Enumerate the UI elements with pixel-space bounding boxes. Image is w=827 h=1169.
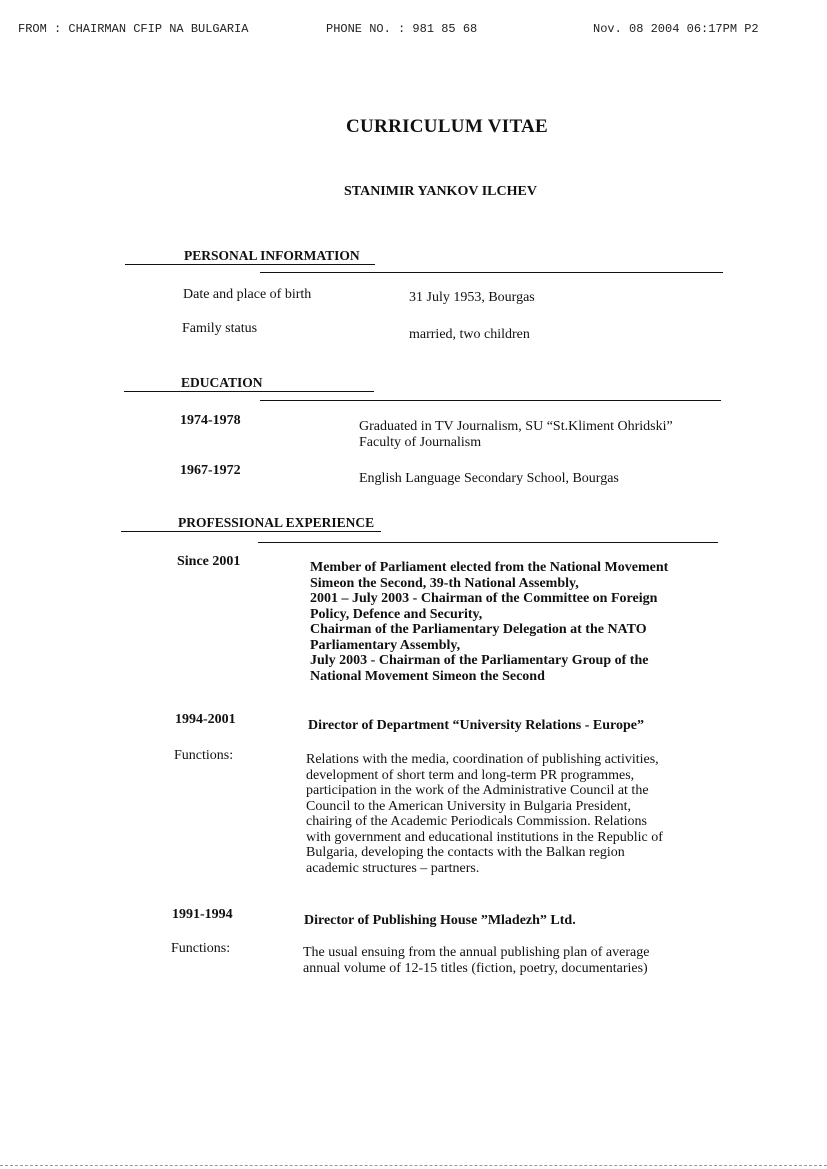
section-rule (260, 272, 723, 273)
section-heading-personal: PERSONAL INFORMATION (184, 248, 360, 263)
fax-sender: FROM : CHAIRMAN CFIP NA BULGARIA (18, 22, 249, 36)
fax-phone: PHONE NO. : 981 85 68 (326, 22, 478, 36)
experience-line: Chairman of the Parliamentary Delegation at the NATO (310, 622, 647, 637)
experience-period: 1994-2001 (175, 712, 236, 727)
fax-date: Nov. 08 2004 06:17PM P2 (593, 22, 759, 36)
section-rule (260, 400, 721, 401)
functions-line: Bulgaria, developing the contacts with the Balkan region (306, 845, 625, 860)
experience-line: July 2003 - Chairman of the Parliamentary Group of the (310, 653, 649, 668)
section-rule (121, 531, 381, 532)
functions-line: Relations with the media, coordination of publishing activities, (306, 752, 659, 767)
section-heading-education: EDUCATION (181, 375, 263, 390)
functions-line: development of short term and long-term PR programmes, (306, 767, 635, 783)
experience-line: Member of Parliament elected from the National Movement (310, 560, 669, 575)
family-label: Family status (182, 321, 258, 336)
section-rule (124, 391, 374, 392)
functions-detail (303, 945, 649, 976)
education-line: Graduated in TV Journalism, SU “St.Kliment Ohridski” (359, 419, 673, 434)
page-bottom-edge (0, 1165, 827, 1166)
experience-period: Since 2001 (177, 554, 241, 569)
education-line: Faculty of Journalism (359, 435, 482, 450)
education-years: 1974-1978 (180, 413, 241, 428)
experience-line: Simeon the Second, 39-th National Assembly, (310, 575, 579, 591)
experience-detail (304, 913, 576, 929)
experience-detail (308, 718, 644, 734)
section-rule (258, 542, 718, 543)
birth-label: Date and place of birth (183, 287, 312, 302)
experience-detail (310, 560, 668, 684)
education-detail (359, 419, 673, 451)
experience-line: Director of Publishing House ”Mladezh” Ltd. (304, 913, 576, 928)
experience-line: 2001 – July 2003 - Chairman of the Committee on Foreign (310, 591, 658, 606)
experience-line: Policy, Defence and Security, (310, 606, 483, 622)
functions-line: participation in the work of the Administrative Council at the (306, 783, 649, 798)
experience-line: National Movement Simeon the Second (310, 668, 545, 684)
functions-line: Council to the American University in Bulgaria President, (306, 798, 632, 814)
education-line: English Language Secondary School, Bourgas (359, 471, 619, 486)
section-heading-experience: PROFESSIONAL EXPERIENCE (178, 515, 375, 530)
functions-line: with government and educational institutions in the Republic of (306, 829, 663, 845)
birth-value: 31 July 1953, Bourgas (409, 290, 535, 305)
functions-line: The usual ensuing from the annual publishing plan of average (303, 945, 650, 960)
experience-period: 1991-1994 (172, 907, 233, 922)
functions-line: academic structures – partners. (306, 860, 480, 876)
education-detail (359, 471, 619, 487)
functions-line: chairing of the Academic Periodicals Commission. Relations (306, 814, 647, 829)
education-years: 1967-1972 (180, 463, 241, 478)
functions-label: Functions: (174, 748, 234, 763)
family-value: married, two children (409, 327, 530, 342)
document-title: CURRICULUM VITAE (346, 116, 549, 137)
section-rule (125, 264, 375, 265)
functions-label: Functions: (171, 941, 231, 956)
experience-line: Parliamentary Assembly, (310, 637, 461, 653)
person-name: STANIMIR YANKOV ILCHEV (344, 184, 537, 199)
functions-detail (306, 752, 663, 876)
functions-line: annual volume of 12-15 titles (fiction, poetry, documentaries) (303, 960, 648, 976)
experience-line: Director of Department “University Relations - Europe” (308, 718, 644, 733)
